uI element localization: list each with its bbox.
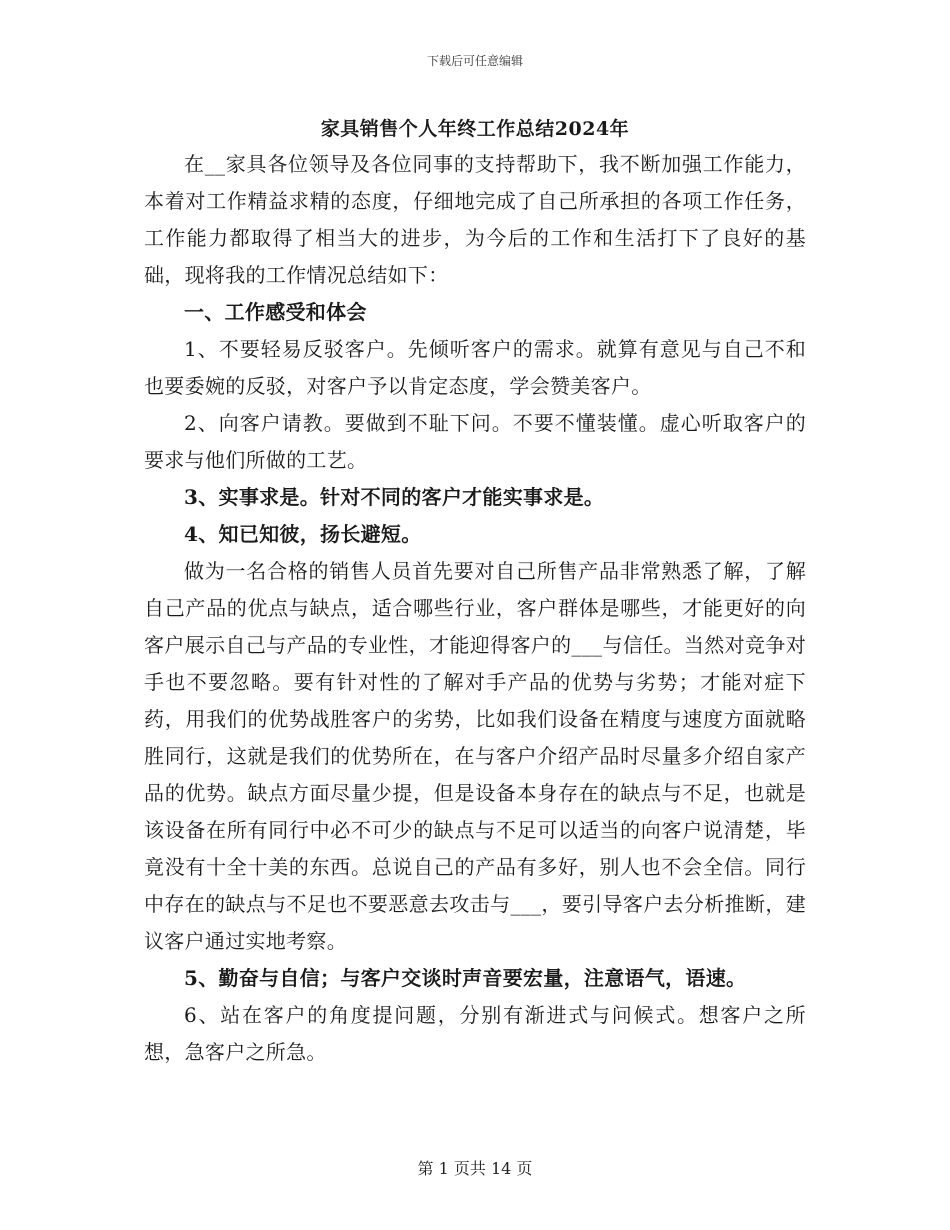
- page-footer: 第 1 页共 14 页: [417, 1159, 533, 1178]
- paragraph-item-6: 6、站在客户的角度提问题，分别有渐进式与问候式。想客户之所想，急客户之所急。: [144, 1003, 806, 1064]
- paragraph-item-1: 1、不要轻易反驳客户。先倾听客户的需求。就算有意见与自己不和也要委婉的反驳，对客户予以肯定态度，学会赞美客户。: [144, 337, 806, 398]
- paragraph-item-2: 2、向客户请教。要做到不耻下问。不要不懂装懂。虚心听取客户的要求与他们所做的工艺。: [144, 411, 806, 472]
- page-header: 下载后可任意编辑: [426, 54, 523, 68]
- document-title: 家具销售个人年终工作总结2024年: [320, 118, 630, 140]
- paragraph-item-4-body: 做为一名合格的销售人员首先要对自己所售产品非常熟悉了解，了解自己产品的优点与缺点，适合哪些行业，客户群体是哪些，才能更好的向客户展示自己与产品的专业性，才能迎得客户的___与信任。当然对竞争对手也不要忽略。要有针对性的了解对手产品的优势与劣势；才能对症下药，用我们的优势战胜客户的劣势，比如我们设备在精度与速度方面就略胜同行，这就是我们的优势所在，在与客户介绍产品时尽量多介绍自家产品的优势。缺点方面尽量少提，但是设备本身存在的缺点与不足，也就是该设备在所有同行中必不可少的缺点与不足可以适当的向客户说清楚，毕竟没有十全十美的东西。总说自己的产品有多好，别人也不会全信。同行中存在的缺点与不足也不要恶意去攻击与___，要引导客户去分析推断，建议客户通过实地考察。: [144, 559, 806, 953]
- paragraph-intro: 在__家具各位领导及各位同事的支持帮助下，我不断加强工作能力，本着对工作精益求精的态度，仔细地完成了自己所承担的各项工作任务，工作能力都取得了相当大的进步，为今后的工作和生活打下了良好的基础，现将我的工作情况总结如下：: [144, 152, 806, 287]
- paragraph-item-4: 4、知已知彼，扬长避短。: [184, 522, 422, 546]
- section-heading-1: 一、工作感受和体会: [184, 300, 367, 324]
- paragraph-item-3: 3、实事求是。针对不同的客户才能实事求是。: [184, 485, 605, 509]
- document-body: [144, 146, 806, 1071]
- paragraph-item-5: 5、勤奋与自信；与客户交谈时声音要宏量，注意语气，语速。: [184, 966, 747, 990]
